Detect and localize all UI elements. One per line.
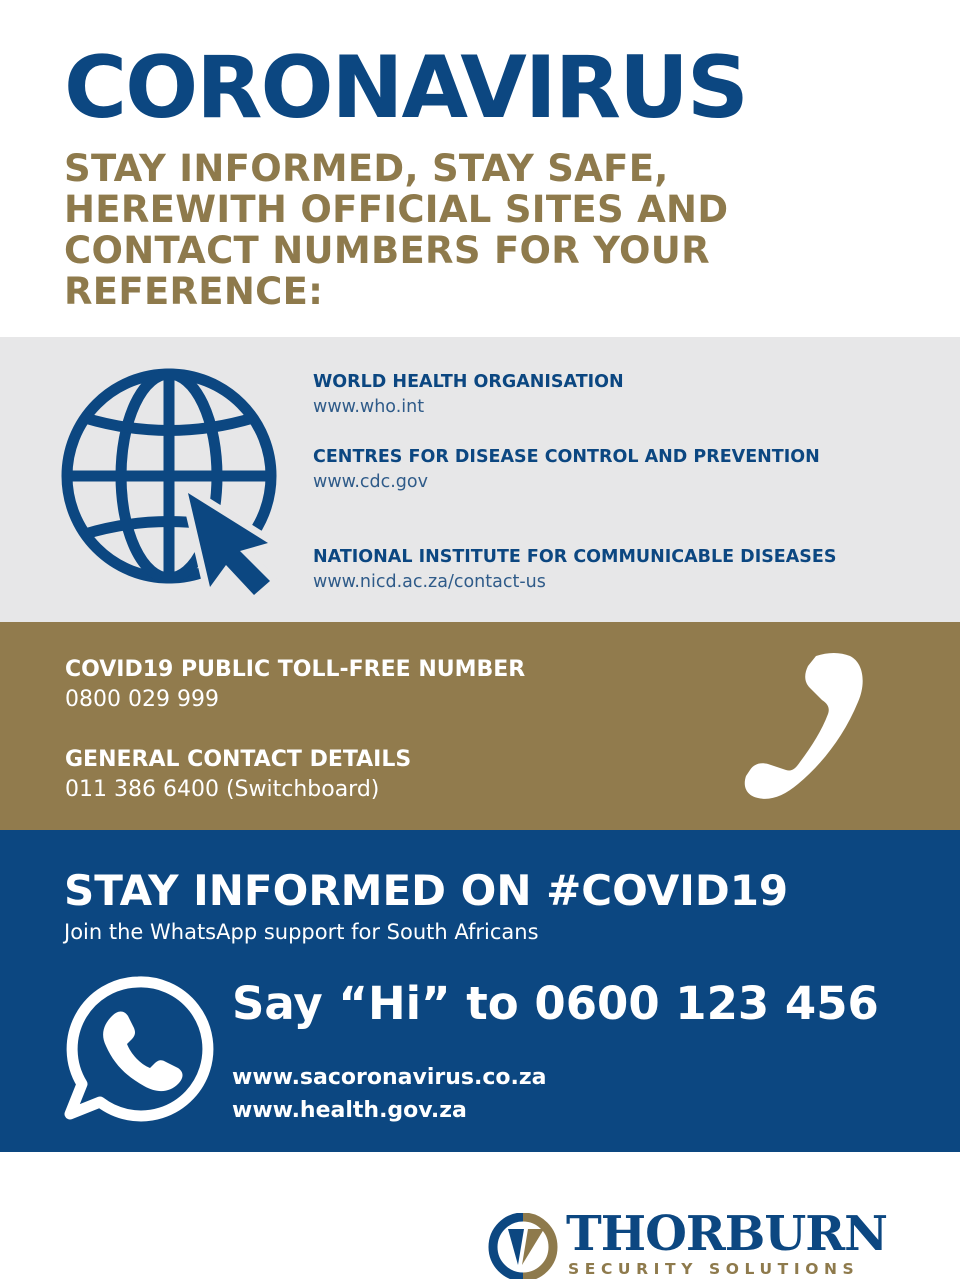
toll-free-number[interactable]: 0800 029 999: [65, 687, 219, 712]
site-name-nicd: NATIONAL INSTITUTE FOR COMMUNICABLE DISEASES: [313, 547, 837, 567]
site-url-nicd[interactable]: www.nicd.ac.za/contact-us: [313, 572, 546, 592]
globe-cursor-icon: [60, 365, 290, 595]
telephone-icon: [740, 650, 870, 802]
whatsapp-subheading: Join the WhatsApp support for South Africans: [64, 920, 539, 944]
health-gov-link[interactable]: www.health.gov.za: [232, 1098, 467, 1123]
sacoronavirus-link[interactable]: www.sacoronavirus.co.za: [232, 1065, 547, 1090]
brand-name: THORBURN: [566, 1206, 887, 1262]
whatsapp-icon: [60, 972, 216, 1122]
page-subtitle: STAY INFORMED, STAY SAFE, HEREWITH OFFICIAL SITES AND CONTACT NUMBERS FOR YOUR REFERENCE:: [64, 147, 729, 313]
site-name-who: WORLD HEALTH ORGANISATION: [313, 372, 624, 392]
general-contact-label: GENERAL CONTACT DETAILS: [65, 747, 412, 772]
general-contact-number[interactable]: 011 386 6400 (Switchboard): [65, 777, 380, 802]
whatsapp-cta: Say “Hi” to 0600 123 456: [232, 977, 879, 1030]
site-name-cdc: CENTRES FOR DISEASE CONTROL AND PREVENTION: [313, 447, 820, 467]
thorburn-logo-mark: [488, 1213, 558, 1279]
site-url-who[interactable]: www.who.int: [313, 397, 425, 417]
toll-free-label: COVID19 PUBLIC TOLL-FREE NUMBER: [65, 657, 526, 682]
site-url-cdc[interactable]: www.cdc.gov: [313, 472, 428, 492]
brand-tagline: SECURITY SOLUTIONS: [568, 1260, 860, 1278]
page-title: CORONAVIRUS: [64, 38, 747, 138]
whatsapp-heading: STAY INFORMED ON #COVID19: [64, 866, 789, 915]
